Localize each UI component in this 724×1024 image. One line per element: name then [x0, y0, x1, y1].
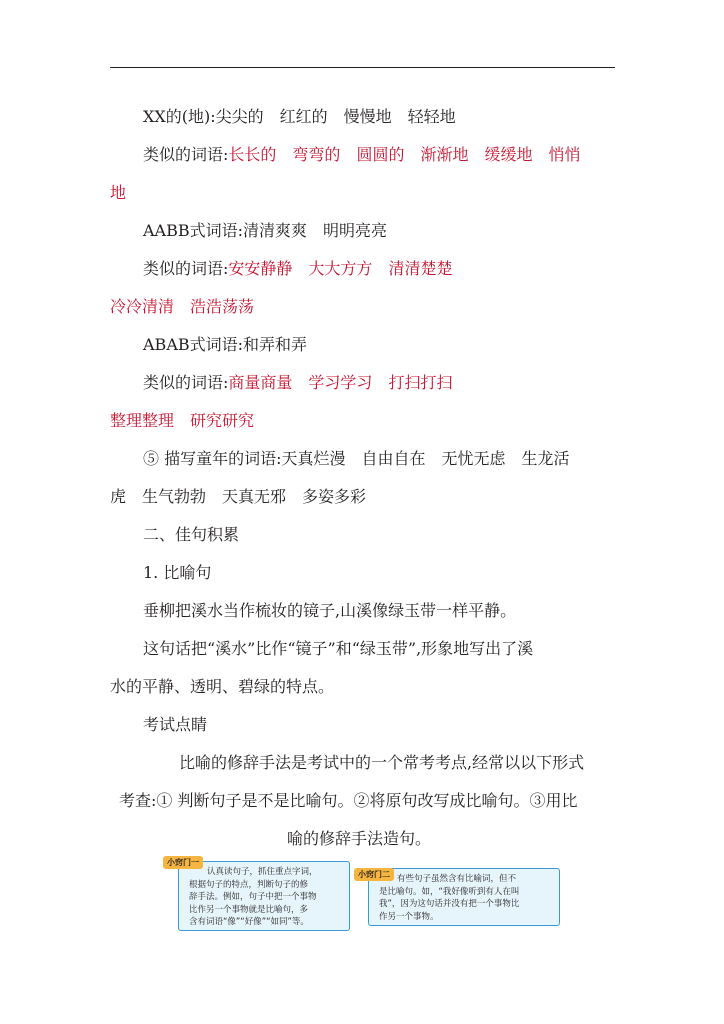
tip-box-1: [178, 861, 350, 931]
similar-word: 打扫打扫: [388, 373, 453, 392]
similar-word: 渐渐地: [420, 145, 469, 164]
tip-label-2: 小窍门二: [354, 868, 394, 881]
abab-words-line: ABAB式词语:和弄和弄: [143, 335, 308, 354]
similar-word: 学习学习: [308, 373, 373, 392]
childhood-words-line-cont: 虎 生气勃勃 天真无邪 多姿多彩: [110, 487, 367, 506]
similar-word: 悄悄: [548, 145, 581, 164]
analysis-line-1: 这句话把“溪水”比作“镜子”和“绿玉带”,形象地写出了溪: [143, 639, 534, 658]
tip-text-line: 作另一个事物。: [379, 911, 439, 922]
subsection-heading: 1. 比喻句: [143, 563, 212, 582]
analysis-line-2: 水的平静、透明、碧绿的特点。: [110, 677, 335, 696]
similar-word: 大大方方: [308, 259, 373, 278]
similar-word: 清清楚楚: [388, 259, 453, 278]
similar-label: 类似的词语:: [143, 145, 229, 164]
example-sentence: 垂柳把溪水当作梳妆的镜子,山溪像绿玉带一样平静。: [143, 601, 517, 620]
tip-text-line: 是比喻句。如，“我好像听到有人在叫: [379, 886, 520, 897]
tip-text-line: 辞手法。例如，句子中把一个事物: [189, 892, 317, 903]
tip-box-2: [368, 868, 560, 926]
similar-word: 圆圆的: [356, 145, 405, 164]
childhood-words-line: ⑤ 描写童年的词语:天真烂漫 自由自在 无忧无虑 生龙活: [143, 449, 570, 468]
similar-words-line-1: [143, 145, 581, 165]
aabb-words-line: AABB式词语:清清爽爽 明明亮亮: [143, 221, 388, 240]
header-rule: [110, 67, 615, 68]
tip-text-line: 根据句子的特点，判断句子的修: [189, 879, 309, 890]
tip-text-line: 认真读句子，抓住重点字词，: [207, 867, 318, 877]
similar-words-line-3: [143, 373, 452, 393]
similar-word-continued: 地: [110, 183, 127, 202]
similar-word: 浩浩荡荡: [190, 297, 255, 316]
section-heading: 二、佳句积累: [143, 525, 240, 544]
tip-text-line: 含有词语“像”“好像”“如同”等。: [189, 917, 309, 928]
aa-words-line: XX的(地):尖尖的 红红的 慢慢地 轻轻地: [143, 107, 456, 126]
tip-text-line: 我”，因为这句话并没有把一个事物比: [379, 899, 520, 910]
similar-word: 整理整理: [110, 411, 175, 430]
exam-tips-text-3: 喻的修辞手法造句。: [287, 829, 432, 848]
similar-word: 安安静静: [228, 259, 293, 278]
similar-word: 商量商量: [228, 373, 293, 392]
similar-words-line-2: [143, 259, 452, 279]
tip-text-line: 有些句子虽然含有比喻词，但不: [397, 874, 517, 884]
similar-label: 类似的词语:: [143, 373, 229, 392]
similar-word: 长长的: [228, 145, 277, 164]
exam-tips-text-2: 考查:① 判断句子是不是比喻句。②将原句改写成比喻句。③用比: [119, 791, 578, 810]
similar-words-line-3-cont: [110, 411, 254, 431]
similar-word: 缓缓地: [484, 145, 533, 164]
exam-tips-heading: 考试点睛: [143, 715, 208, 734]
tip-label-1: 小窍门一: [163, 856, 203, 869]
tip-text-line: 比作另一个事物就是比喻句，多: [189, 904, 309, 915]
similar-word: 冷冷清清: [110, 297, 175, 316]
similar-words-line-2-cont: [110, 297, 254, 317]
similar-word: 研究研究: [190, 411, 255, 430]
similar-label: 类似的词语:: [143, 259, 229, 278]
exam-tips-text-1: 比喻的修辞手法是考试中的一个常考考点,经常以以下形式: [179, 753, 585, 772]
similar-word: 弯弯的: [292, 145, 341, 164]
